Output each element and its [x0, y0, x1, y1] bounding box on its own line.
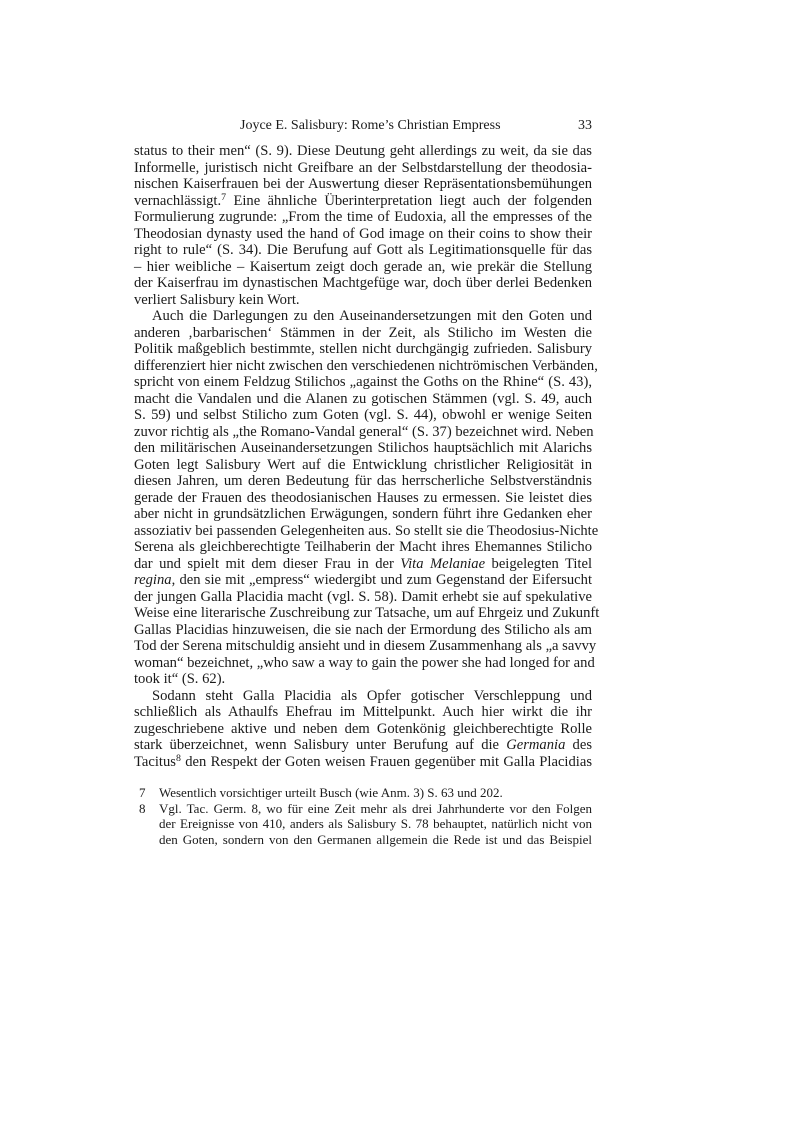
- text-line: [134, 605, 600, 622]
- footnote-line: [159, 832, 592, 847]
- text-line: [134, 754, 592, 771]
- text-span: beigelegten Titel: [485, 555, 592, 572]
- text-span: Tacitus: [134, 753, 176, 770]
- text-line: [134, 638, 597, 655]
- text-line: [134, 292, 592, 309]
- text-line: [134, 473, 592, 490]
- text-span: des: [565, 737, 592, 753]
- footnote-line: [159, 785, 592, 800]
- text-span: den Respekt der Goten weisen Frauen gegenüber mit Galla Placidias: [180, 753, 592, 770]
- text-span: dar und spielt mit dem dieser Frau in der: [134, 555, 401, 572]
- text-line: [134, 490, 592, 507]
- text-line: [134, 539, 592, 556]
- text-span: Goten legt Salisbury Wert auf die Entwicklung christlicher Religiosität in: [134, 456, 592, 473]
- text-line: [134, 654, 595, 672]
- text-line: [134, 457, 592, 474]
- text-line: [134, 737, 592, 754]
- text-line: [134, 440, 592, 457]
- text-span: assoziativ bei passenden Gelegenheiten aus. So stellt sie die Theodosius-Nichte: [134, 522, 599, 539]
- text-line: [134, 391, 592, 408]
- text-line: [134, 572, 592, 589]
- text-span: – hier weibliche – Kaisertum zeigt doch gerade an, wie prekär die Stellung: [134, 258, 592, 275]
- text-line: [134, 721, 592, 738]
- body-text: [134, 143, 600, 770]
- text-line: [134, 556, 592, 573]
- footnote-number: 7: [139, 785, 146, 800]
- paragraph: [134, 143, 592, 308]
- italic-text: regina: [134, 572, 172, 588]
- text-span: Wesentlich vorsichtiger urteilt Busch (wie Anm. 3) S. 63 und 202.: [159, 785, 503, 800]
- running-title: Joyce E. Salisbury: Rome’s Christian Empress: [240, 118, 501, 133]
- text-span: diesen Jahren, um deren Bedeutung für das herrscherliche Selbstverständnis: [134, 473, 592, 489]
- text-line: [134, 506, 592, 523]
- text-line: [134, 226, 592, 243]
- text-span: right to rule“ (S. 34). Die Berufung auf Gott als Legitimationsquelle für das: [134, 242, 592, 258]
- text-line: [134, 671, 592, 688]
- text-line: [134, 341, 592, 358]
- text-span: status to their men“ (S. 9). Diese Deutung geht allerdings zu weit, da sie das: [134, 143, 592, 159]
- text-line: [134, 424, 592, 441]
- text-span: S. 59) und selbst Stilicho zum Goten (vgl. S. 44), obwohl er wenige Seiten: [134, 407, 592, 423]
- text-span: der Ereignisse von 410, anders als Salisbury S. 78 behauptet, natürlich nicht von: [159, 816, 592, 832]
- text-span: Tod der Serena mitschuldig ansieht und in diesem Zusammenhang als „a savvy: [134, 638, 597, 654]
- paragraph: [134, 688, 592, 771]
- text-span: zugeschriebene aktive und neben dem Gotenkönig gleichberechtigte Rolle: [134, 720, 592, 737]
- text-line: [134, 407, 592, 424]
- text-span: Gallas Placidias hinzuweisen, die sie nach der Ermordung des Stilicho als am: [134, 621, 592, 638]
- text-span: , den sie mit „empress“ wiedergibt und zum Gegenstand der Eifersucht: [171, 572, 592, 588]
- text-span: Sodann steht Galla Placidia als Opfer gotischer Verschleppung und: [152, 687, 592, 704]
- text-span: spricht von einem Feldzug Stilichos „against the Goths on the Rhine“ (S. 43),: [134, 374, 592, 390]
- text-line: [134, 209, 592, 226]
- text-span: den militärischen Auseinandersetzungen Stilichos hauptsächlich mit Alarichs: [134, 440, 592, 456]
- text-line: [134, 704, 592, 721]
- text-span: Informelle, juristisch nicht Greifbare an der Selbstdarstellung der theodosia-: [134, 159, 592, 176]
- text-line: [134, 160, 592, 177]
- text-line: [134, 589, 592, 606]
- text-span: differenziert hier nicht zwischen den verschiedenen nichtrömischen Verbänden,: [134, 357, 598, 374]
- text-span: macht die Vandalen und die Alanen zu gotischen Stämmen (vgl. S. 49, auch: [134, 390, 592, 407]
- text-span: Vgl. Tac. Germ. 8, wo für eine Zeit mehr als drei Jahrhunderte vor den Folgen: [159, 801, 592, 817]
- text-span: den Goten, sondern von den Germanen allgemein die Rede ist und das Beispiel: [159, 831, 592, 847]
- text-span: gerade der Frauen des theodosianischen Hauses zu ermessen. Sie leistet dies: [134, 489, 592, 506]
- text-span: Weise eine literarische Zuschreibung zur Tatsache, um auf Ehrgeiz und Zukunft: [134, 605, 600, 621]
- text-line: [134, 143, 592, 160]
- text-span: Formulierung zugrunde: „From the time of Eudoxia, all the empresses of the: [134, 209, 592, 225]
- text-line: [134, 176, 592, 193]
- text-span: Serena als gleichberechtigte Teilhaberin der Macht ihres Ehemannes Stilicho: [134, 539, 592, 555]
- footnotes: [134, 785, 592, 848]
- footnote: [134, 785, 592, 800]
- text-line: [134, 259, 592, 276]
- text-span: schließlich als Athaulfs Ehefrau im Mittelpunkt. Auch hier wirkt die ihr: [134, 704, 592, 720]
- text-line: [134, 688, 592, 705]
- running-header: [134, 118, 592, 136]
- italic-text: Vita Melaniae: [400, 555, 486, 572]
- footnote-line: [159, 816, 592, 831]
- footnote-number: 8: [139, 801, 146, 817]
- text-span: stark überzeichnet, wenn Salisbury unter Berufung auf die: [134, 737, 507, 753]
- text-span: vernachlässigt.: [134, 192, 222, 209]
- text-span: nischen Kaiserfrauen bei der Auswertung dieser Repräsentationsbemühungen: [134, 176, 592, 192]
- footnote-line: [159, 801, 592, 816]
- text-span: anderen ‚barbarischen‘ Stämmen in der Zeit, als Stilicho im Westen die: [134, 324, 592, 341]
- text-span: Politik maßgeblich bestimmte, stellen nicht durchgängig zufrieden. Salisbury: [134, 341, 592, 357]
- text-span: zuvor richtig als „the Romano-Vandal general“ (S. 37) bezeichnet wird. Neben: [134, 423, 594, 440]
- text-span: der jungen Galla Placidia macht (vgl. S. 58). Damit erhebt sie auf spekulative: [134, 588, 592, 605]
- text-line: [134, 622, 592, 639]
- text-line: [134, 325, 592, 342]
- text-line: [134, 374, 592, 391]
- italic-text: Germania: [506, 737, 566, 753]
- text-span: Eine ähnliche Überinterpretation liegt auch der folgenden: [226, 192, 592, 209]
- text-span: Auch die Darlegungen zu den Auseinandersetzungen mit den Goten und: [152, 308, 592, 324]
- footnote-reference: 7: [221, 191, 227, 203]
- text-span: Theodosian dynasty used the hand of God image on their coins to show their: [134, 225, 592, 242]
- text-span: aber nicht in grundsätzlichen Erwägungen, sondern führt ihre Gedanken eher: [134, 506, 592, 522]
- text-line: [134, 193, 592, 210]
- footnote: [134, 801, 592, 847]
- text-line: [134, 357, 598, 375]
- text-line: [134, 275, 592, 292]
- text-line: [134, 242, 592, 259]
- page-number: 33: [578, 118, 592, 133]
- text-span: verliert Salisbury kein Wort.: [134, 291, 300, 308]
- text-span: woman“ bezeichnet, „who saw a way to gain the power she had longed for and: [134, 654, 595, 671]
- text-span: took it“ (S. 62).: [134, 671, 226, 687]
- paragraph: [134, 308, 600, 688]
- text-span: der Kaiserfrau im dynastischen Machtgefüge war, doch über derlei Bedenken: [134, 275, 592, 291]
- text-line: [134, 522, 599, 540]
- text-line: [134, 308, 592, 325]
- footnote-reference: 8: [175, 752, 181, 764]
